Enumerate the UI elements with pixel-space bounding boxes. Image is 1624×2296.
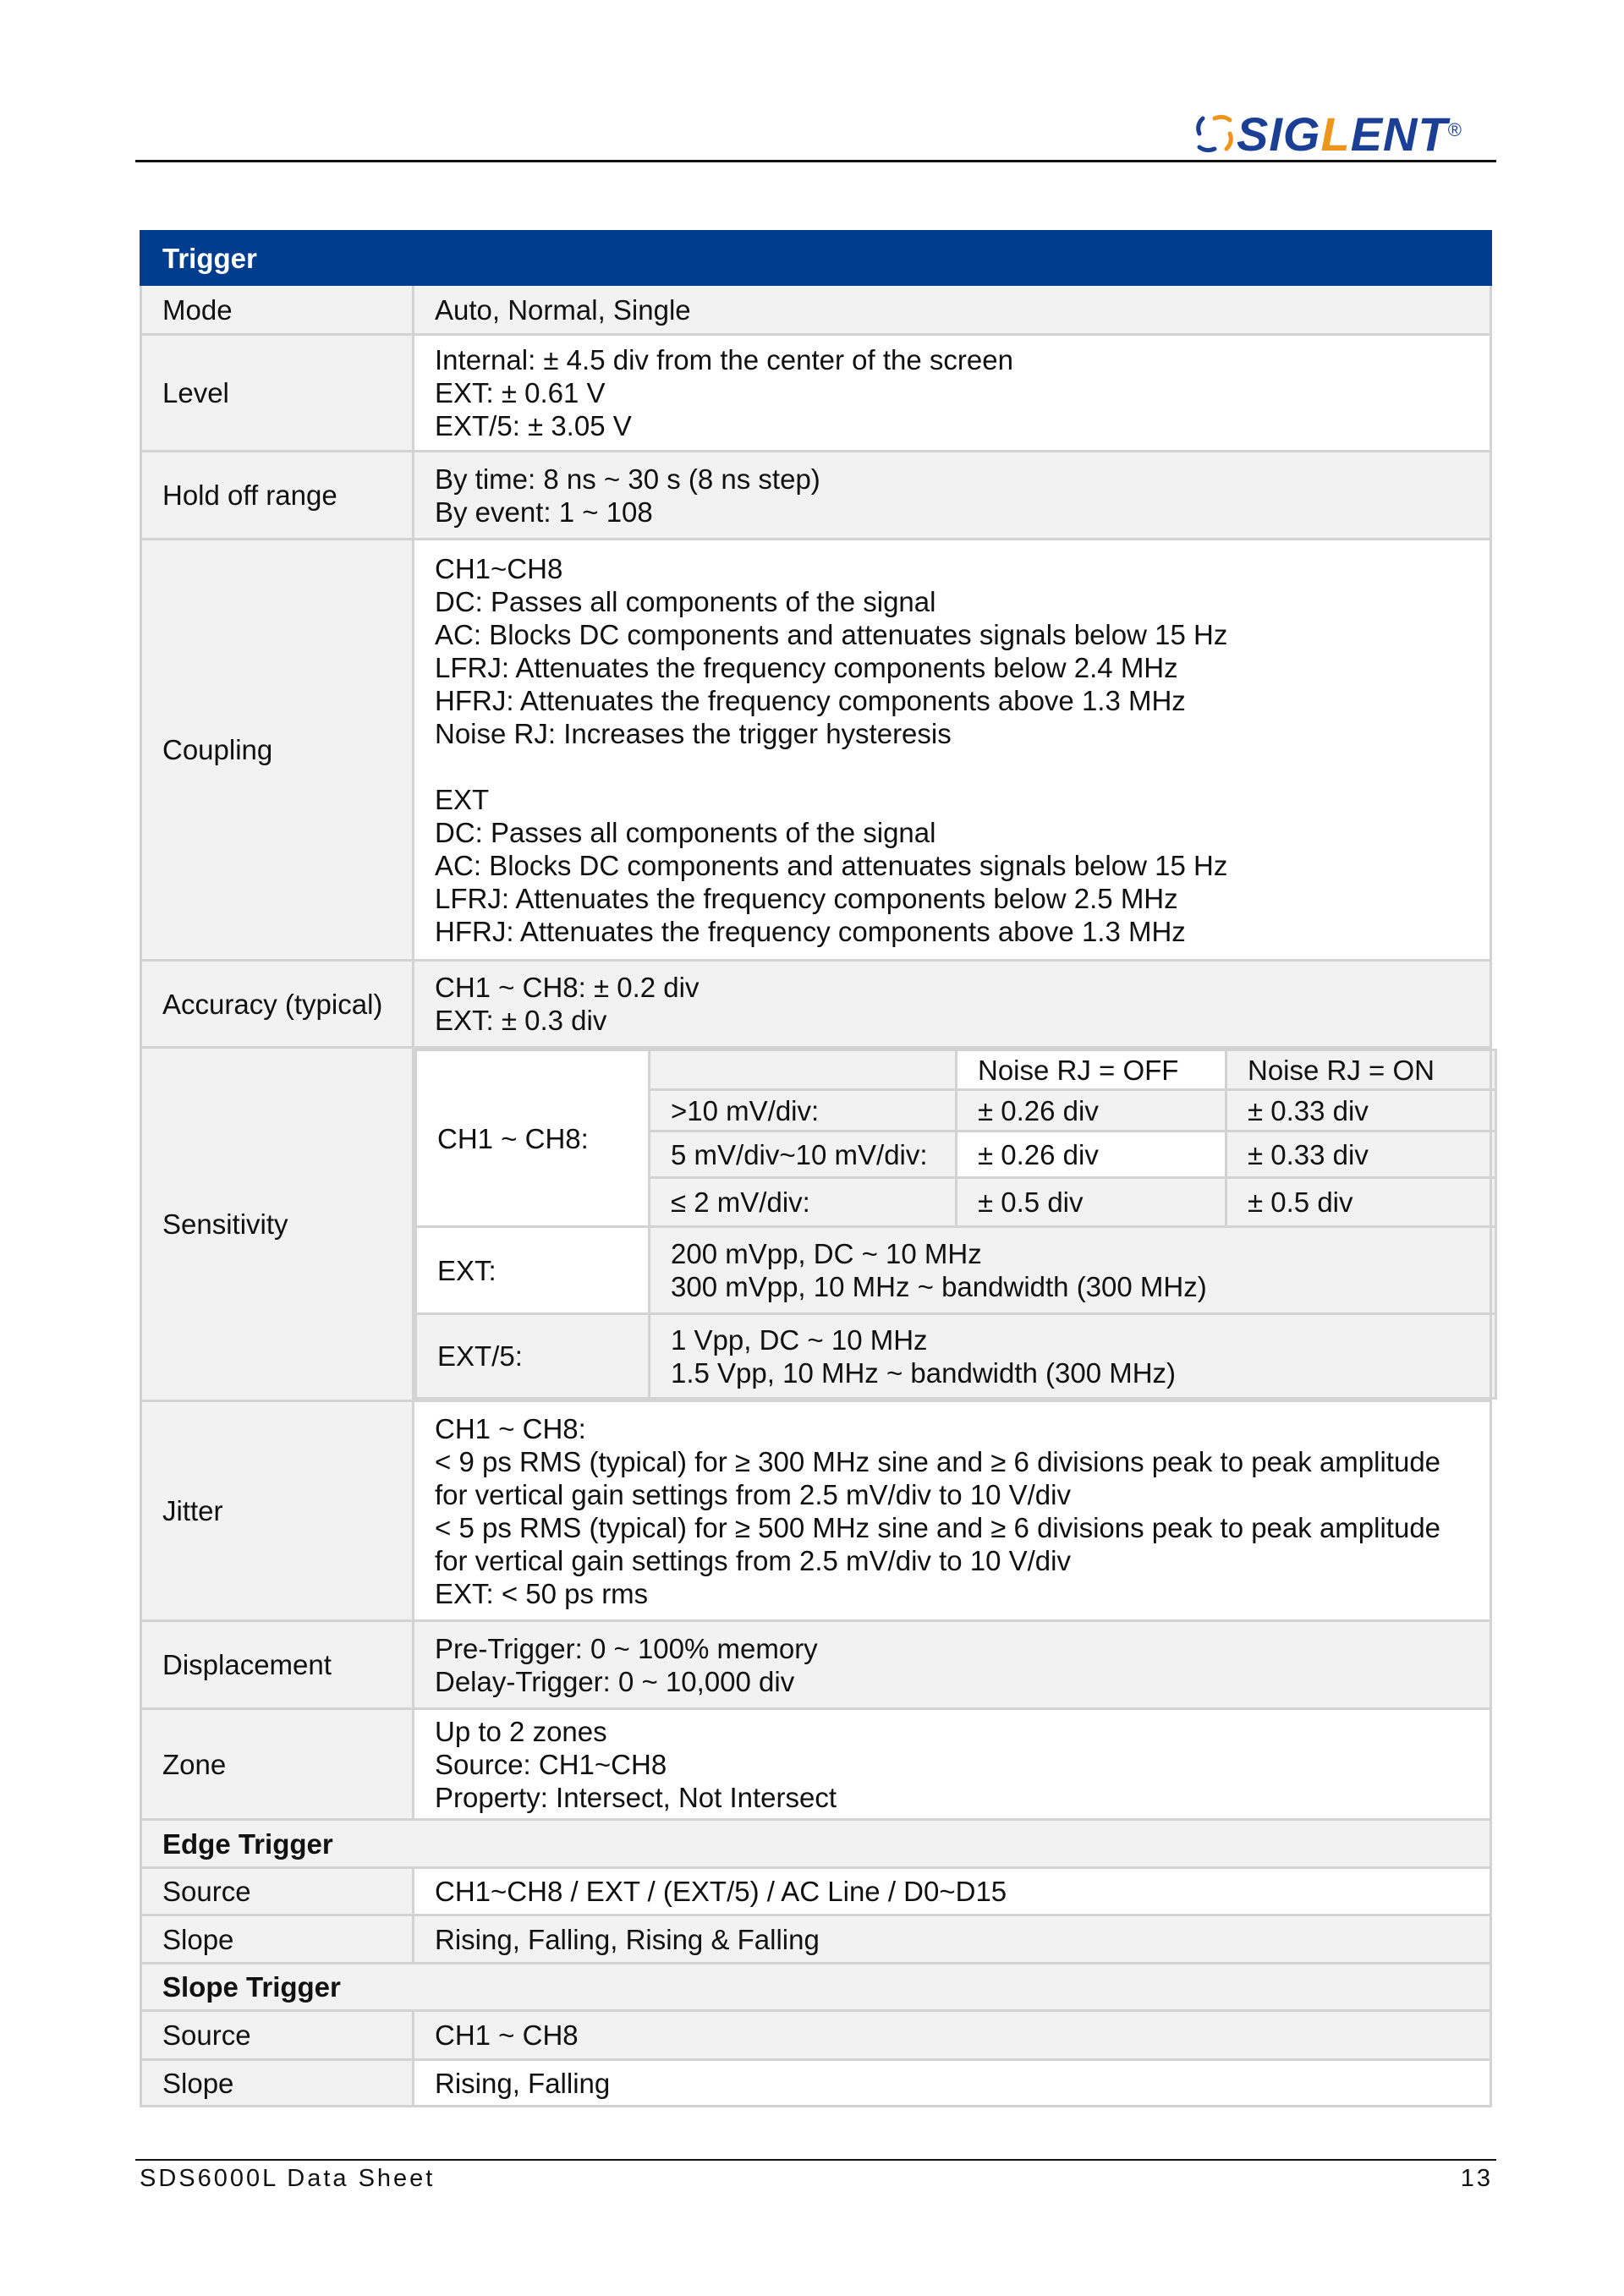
value-line: By event: 1 ~ 108 — [435, 496, 653, 528]
value-line: Property: Intersect, Not Intersect — [435, 1781, 837, 1813]
ext5-label: EXT/5: — [416, 1314, 650, 1399]
table-row — [141, 961, 1491, 1048]
row-value: Rising, Falling, Rising & Falling — [414, 1915, 1491, 1964]
row-value — [414, 1621, 1491, 1709]
sensitivity-subtable — [414, 1049, 1497, 1400]
row-value — [414, 1709, 1491, 1820]
trigger-spec-table — [140, 230, 1492, 2107]
sensitivity-subtable-cell — [414, 1048, 1491, 1401]
row-label: Source — [141, 2011, 414, 2060]
table-row — [141, 1709, 1491, 1820]
col-header-off: Noise RJ = OFF — [957, 1050, 1226, 1090]
ch-label: CH1 ~ CH8: — [416, 1050, 650, 1227]
value-line: < 9 ps RMS (typical) for ≥ 300 MHz sine and ≥ 6 divisions peak to peak amplitude — [435, 1445, 1441, 1477]
row-value: Auto, Normal, Single — [414, 285, 1491, 335]
value-line: Pre-Trigger: 0 ~ 100% memory — [435, 1632, 818, 1664]
row-label: Accuracy (typical) — [141, 961, 414, 1048]
row-value — [414, 452, 1491, 540]
row-label: Source — [141, 1868, 414, 1915]
value-line: AC: Blocks DC components and attenuates signals below 15 Hz — [435, 849, 1228, 881]
row-label: Zone — [141, 1709, 414, 1820]
table-row — [141, 1621, 1491, 1709]
value-line: < 5 ps RMS (typical) for ≥ 500 MHz sine and ≥ 6 divisions peak to peak amplitude — [435, 1511, 1441, 1543]
ext5-value — [650, 1314, 1496, 1399]
value-line: By time: 8 ns ~ 30 s (8 ns step) — [435, 463, 820, 495]
row-label: Slope — [141, 1915, 414, 1964]
row-label: Mode — [141, 285, 414, 335]
off-cell: ± 0.26 div — [957, 1090, 1226, 1132]
table-row — [141, 1401, 1491, 1621]
section-row — [141, 1820, 1491, 1868]
value-line: DC: Passes all components of the signal — [435, 585, 936, 617]
row-label: Hold off range — [141, 452, 414, 540]
section-title: Edge Trigger — [141, 1820, 1491, 1868]
row-label: Displacement — [141, 1621, 414, 1709]
value-line: Internal: ± 4.5 div from the center of the screen — [435, 344, 1013, 375]
value-line: CH1~CH8 — [435, 552, 563, 584]
table-row — [141, 540, 1491, 961]
ext-value — [650, 1227, 1496, 1314]
on-cell: ± 0.33 div — [1226, 1090, 1496, 1132]
section-title: Slope Trigger — [141, 1964, 1491, 2011]
logo-wordmark: SIGLENT — [1237, 107, 1448, 161]
table-row — [141, 1915, 1491, 1964]
value-line: 1.5 Vpp, 10 MHz ~ bandwidth (300 MHz) — [671, 1356, 1177, 1389]
value-line: Noise RJ: Increases the trigger hysteresis — [435, 717, 952, 749]
value-line: Up to 2 zones — [435, 1715, 607, 1747]
siglent-logo — [1193, 108, 1462, 159]
table-row — [141, 2011, 1491, 2060]
empty-header — [650, 1050, 957, 1090]
row-value — [414, 540, 1491, 961]
value-line: CH1 ~ CH8: ± 0.2 div — [435, 972, 700, 1003]
value-line: 300 mVpp, 10 MHz ~ bandwidth (300 MHz) — [671, 1271, 1207, 1302]
table-title-row — [141, 232, 1491, 285]
footer-rule — [135, 2159, 1496, 2161]
value-line: Source: CH1~CH8 — [435, 1748, 667, 1780]
range-cell: >10 mV/div: — [650, 1090, 957, 1132]
off-cell: ± 0.5 div — [957, 1178, 1226, 1227]
value-line: LFRJ: Attenuates the frequency components below 2.5 MHz — [435, 882, 1178, 914]
table-row — [141, 285, 1491, 335]
value-line: for vertical gain settings from 2.5 mV/div to 10 V/div — [435, 1478, 1071, 1510]
value-line: EXT: ± 0.3 div — [435, 1005, 607, 1036]
on-cell: ± 0.33 div — [1226, 1132, 1496, 1178]
ext-label: EXT: — [416, 1227, 650, 1314]
value-line: EXT/5: ± 3.05 V — [435, 410, 632, 441]
range-cell: 5 mV/div~10 mV/div: — [650, 1132, 957, 1178]
row-label: Coupling — [141, 540, 414, 961]
row-value — [414, 1401, 1491, 1621]
value-line: 1 Vpp, DC ~ 10 MHz — [671, 1323, 928, 1356]
table-row — [141, 1868, 1491, 1915]
value-line: HFRJ: Attenuates the frequency components above 1.3 MHz — [435, 915, 1186, 947]
value-line: AC: Blocks DC components and attenuates signals below 15 Hz — [435, 618, 1228, 650]
row-label: Sensitivity — [141, 1048, 414, 1401]
value-line: LFRJ: Attenuates the frequency components below 2.4 MHz — [435, 651, 1178, 683]
footer-page-number: 13 — [1460, 2165, 1493, 2192]
row-value — [414, 961, 1491, 1048]
row-label: Jitter — [141, 1401, 414, 1621]
row-label: Slope — [141, 2060, 414, 2107]
row-value: CH1 ~ CH8 — [414, 2011, 1491, 2060]
col-header-on: Noise RJ = ON — [1226, 1050, 1496, 1090]
header-rule — [135, 160, 1496, 162]
value-line: EXT: < 50 ps rms — [435, 1577, 649, 1609]
off-cell: ± 0.26 div — [957, 1132, 1226, 1178]
range-cell: ≤ 2 mV/div: — [650, 1178, 957, 1227]
value-line — [435, 750, 1490, 783]
value-line: 200 mVpp, DC ~ 10 MHz — [671, 1238, 982, 1269]
section-row — [141, 1964, 1491, 2011]
value-line: HFRJ: Attenuates the frequency components above 1.3 MHz — [435, 684, 1186, 716]
footer-doc-title: SDS6000L Data Sheet — [140, 2165, 436, 2192]
row-label: Level — [141, 335, 414, 452]
table-title: Trigger — [141, 232, 1491, 285]
value-line: DC: Passes all components of the signal — [435, 816, 936, 848]
registered-mark: ® — [1447, 119, 1462, 140]
value-line: EXT — [435, 783, 490, 815]
table-row — [141, 335, 1491, 452]
table-row-sensitivity — [141, 1048, 1491, 1401]
value-line: CH1 ~ CH8: — [435, 1412, 586, 1444]
value-line: EXT: ± 0.61 V — [435, 377, 606, 408]
row-value — [414, 335, 1491, 452]
siglent-swirl-icon — [1193, 112, 1237, 156]
value-line: for vertical gain settings from 2.5 mV/div to 10 V/div — [435, 1544, 1071, 1576]
row-value: Rising, Falling — [414, 2060, 1491, 2107]
value-line: Delay-Trigger: 0 ~ 10,000 div — [435, 1665, 795, 1697]
on-cell: ± 0.5 div — [1226, 1178, 1496, 1227]
row-value: CH1~CH8 / EXT / (EXT/5) / AC Line / D0~D15 — [414, 1868, 1491, 1915]
table-row — [141, 452, 1491, 540]
table-row — [141, 2060, 1491, 2107]
